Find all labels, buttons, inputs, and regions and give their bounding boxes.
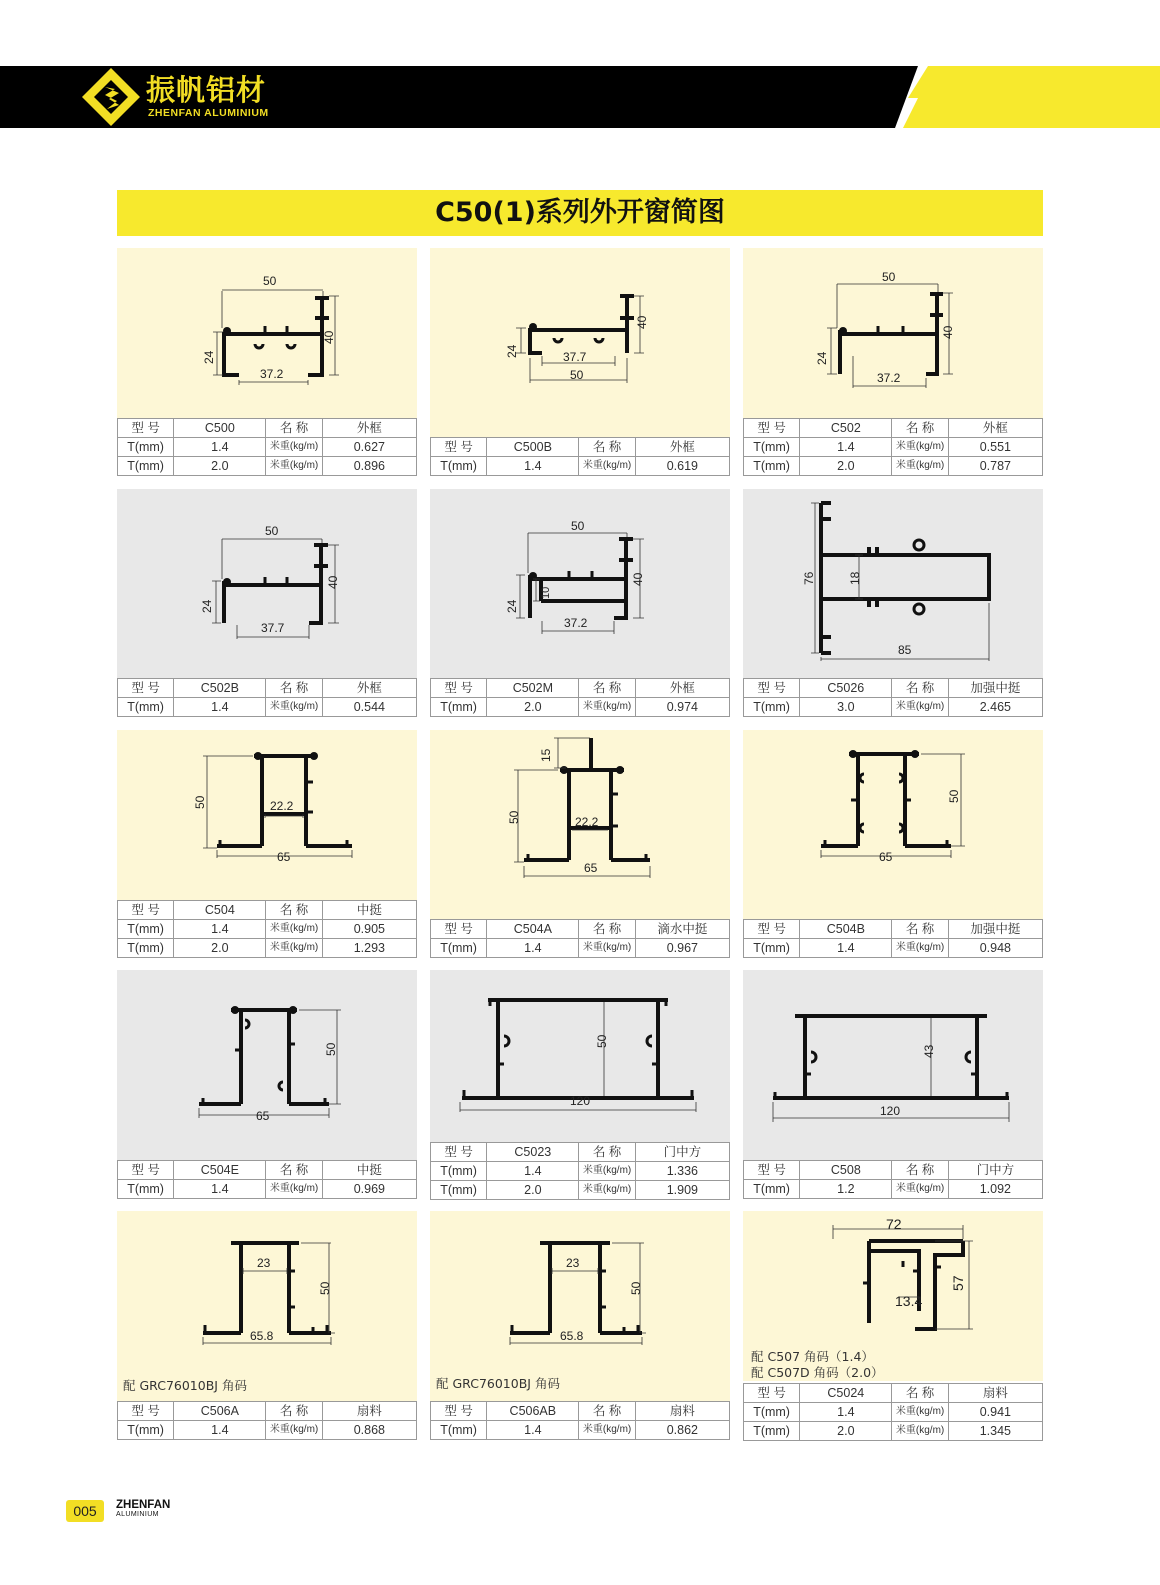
spec-cell: 型 号 — [118, 679, 174, 698]
spec-cell: C502 — [800, 419, 892, 438]
spec-cell: 1.4 — [487, 457, 579, 476]
spec-cell: 名 称 — [892, 419, 948, 438]
spec-row — [431, 1421, 730, 1440]
dim-label: 85 — [898, 643, 912, 657]
spec-cell: 米重(kg/m) — [579, 1181, 635, 1200]
spec-cell: 1.4 — [487, 1421, 579, 1440]
dim-label: 65 — [256, 1109, 270, 1123]
spec-cell: 型 号 — [118, 1161, 174, 1180]
spec-cell: 名 称 — [892, 1384, 948, 1403]
dim-label: 23 — [257, 1256, 271, 1270]
spec-cell: 1.4 — [174, 920, 266, 939]
spec-cell: 米重(kg/m) — [892, 1403, 948, 1422]
dim-label: 37.7 — [563, 350, 587, 364]
spec-cell: 2.0 — [174, 457, 266, 476]
dim-label: 50 — [265, 524, 279, 538]
spec-row — [118, 1161, 417, 1180]
spec-cell: 型 号 — [744, 920, 800, 939]
spec-cell: T(mm) — [431, 1162, 487, 1181]
dim-label: 50 — [318, 1281, 332, 1295]
spec-cell: 名 称 — [266, 1161, 322, 1180]
spec-cell: T(mm) — [431, 457, 487, 476]
dim-label: 24 — [505, 599, 519, 613]
spec-cell: 0.627 — [322, 438, 416, 457]
spec-cell: C508 — [800, 1161, 892, 1180]
profile-card-c502m — [430, 489, 730, 720]
dim-label: 50 — [947, 789, 961, 803]
spec-cell: 1.4 — [800, 939, 892, 958]
spec-cell: T(mm) — [431, 939, 487, 958]
spec-table — [430, 678, 730, 717]
profile-card-c5024 — [743, 1211, 1043, 1443]
dim-label: 40 — [326, 575, 340, 589]
spec-cell: 型 号 — [118, 1402, 174, 1421]
spec-cell: 2.0 — [800, 1422, 892, 1441]
spec-row — [431, 698, 730, 717]
spec-cell: 2.0 — [800, 457, 892, 476]
spec-cell: 0.896 — [322, 457, 416, 476]
spec-cell: 1.336 — [635, 1162, 729, 1181]
spec-cell: 米重(kg/m) — [266, 438, 322, 457]
spec-cell: C504A — [487, 920, 579, 939]
spec-cell: 米重(kg/m) — [266, 1180, 322, 1199]
page-title: C50(1)系列外开窗简图 — [435, 197, 725, 228]
spec-table — [117, 678, 417, 717]
spec-cell: 1.4 — [800, 1403, 892, 1422]
spec-cell: C502M — [487, 679, 579, 698]
dim-label: 50 — [193, 795, 207, 809]
spec-cell: 米重(kg/m) — [579, 698, 635, 717]
spec-table — [430, 919, 730, 958]
spec-cell: 2.0 — [487, 698, 579, 717]
spec-cell: T(mm) — [431, 1421, 487, 1440]
spec-table — [117, 1160, 417, 1199]
dim-label: 18 — [848, 571, 862, 585]
spec-row — [744, 1422, 1043, 1441]
spec-cell: 0.948 — [948, 939, 1042, 958]
spec-cell: 米重(kg/m) — [892, 939, 948, 958]
dim-label: 65 — [277, 850, 291, 864]
spec-cell: 2.465 — [948, 698, 1042, 717]
spec-row — [431, 1181, 730, 1200]
dim-label: 22.2 — [270, 799, 294, 813]
spec-cell: 米重(kg/m) — [266, 920, 322, 939]
spec-cell: 1.4 — [487, 939, 579, 958]
spec-cell: T(mm) — [118, 457, 174, 476]
profile-card-c5026 — [743, 489, 1043, 720]
spec-cell: 米重(kg/m) — [892, 438, 948, 457]
spec-row — [431, 457, 730, 476]
page-number: 005 — [66, 1500, 104, 1522]
spec-row — [744, 1180, 1043, 1199]
dim-label: 40 — [631, 572, 645, 586]
profile-card-c504 — [117, 730, 417, 962]
profile-card-c500b — [430, 248, 730, 480]
spec-row — [431, 939, 730, 958]
spec-cell: 1.4 — [174, 698, 266, 717]
profile-drawing — [743, 970, 1043, 1160]
profile-drawing — [743, 248, 1043, 418]
profile-drawing — [743, 489, 1043, 678]
dim-label: 13.4 — [895, 1293, 923, 1309]
spec-table — [117, 418, 417, 476]
spec-cell: 名 称 — [579, 438, 635, 457]
spec-cell: 米重(kg/m) — [266, 1421, 322, 1440]
profile-card-c504a — [430, 730, 730, 962]
spec-cell: 外框 — [948, 419, 1042, 438]
spec-cell: 0.862 — [635, 1421, 729, 1440]
profile-card-c504e — [117, 970, 417, 1202]
spec-row — [118, 901, 417, 920]
spec-cell: 扇料 — [948, 1384, 1042, 1403]
spec-cell: 门中方 — [635, 1143, 729, 1162]
spec-row — [118, 1421, 417, 1440]
spec-cell: 加强中挺 — [948, 920, 1042, 939]
profile-drawing — [430, 248, 730, 437]
spec-row — [744, 1161, 1043, 1180]
spec-cell: C504E — [174, 1161, 266, 1180]
spec-table — [430, 1401, 730, 1440]
dim-label: 15 — [539, 748, 553, 762]
spec-row — [118, 920, 417, 939]
dim-label: 65 — [879, 850, 893, 864]
spec-row — [431, 920, 730, 939]
dim-label: 37.2 — [564, 616, 588, 630]
dim-label: 50 — [324, 1042, 338, 1056]
dim-label: 37.2 — [260, 367, 284, 381]
spec-cell: 米重(kg/m) — [892, 1422, 948, 1441]
spec-row — [744, 419, 1043, 438]
dim-label: 24 — [815, 351, 829, 365]
spec-cell: T(mm) — [744, 1180, 800, 1199]
dim-label: 40 — [635, 315, 649, 329]
spec-table — [743, 678, 1043, 717]
spec-cell: C5024 — [800, 1384, 892, 1403]
spec-cell: T(mm) — [744, 457, 800, 476]
dim-label: 40 — [941, 325, 955, 339]
spec-row — [431, 438, 730, 457]
dim-label: 43 — [922, 1044, 936, 1058]
spec-row — [431, 1162, 730, 1181]
spec-cell: 名 称 — [266, 901, 322, 920]
spec-cell: 1.4 — [174, 1421, 266, 1440]
spec-cell: 米重(kg/m) — [892, 457, 948, 476]
spec-cell: 型 号 — [431, 920, 487, 939]
spec-row — [744, 939, 1043, 958]
spec-cell: 名 称 — [266, 1402, 322, 1421]
spec-cell: T(mm) — [118, 1421, 174, 1440]
profile-card-c502b — [117, 489, 417, 720]
spec-cell: 加强中挺 — [948, 679, 1042, 698]
spec-cell: 1.4 — [174, 438, 266, 457]
profile-drawing — [430, 970, 730, 1142]
spec-cell: 名 称 — [892, 920, 948, 939]
spec-row — [118, 438, 417, 457]
spec-table — [743, 919, 1043, 958]
spec-cell: T(mm) — [744, 939, 800, 958]
spec-cell: 1.2 — [800, 1180, 892, 1199]
spec-row — [744, 1403, 1043, 1422]
spec-cell: T(mm) — [118, 698, 174, 717]
spec-cell: T(mm) — [431, 698, 487, 717]
spec-cell: 中挺 — [322, 1161, 416, 1180]
spec-cell: 1.092 — [948, 1180, 1042, 1199]
spec-cell: 型 号 — [744, 679, 800, 698]
spec-cell: 名 称 — [266, 679, 322, 698]
footer-brand: ZHENFAN — [116, 1499, 171, 1511]
profile-drawing — [117, 1211, 417, 1401]
spec-cell: 名 称 — [266, 419, 322, 438]
profile-card-c504b — [743, 730, 1043, 962]
profile-card-c506ab — [430, 1211, 730, 1443]
spec-cell: 型 号 — [744, 419, 800, 438]
spec-table — [430, 1142, 730, 1200]
spec-table — [743, 1383, 1043, 1441]
profile-drawing — [117, 970, 417, 1160]
profile-drawing — [430, 730, 730, 919]
spec-cell: 1.4 — [800, 438, 892, 457]
spec-cell: 名 称 — [579, 679, 635, 698]
spec-cell: 扇料 — [322, 1402, 416, 1421]
spec-cell: 0.787 — [948, 457, 1042, 476]
accessory-note: 配 GRC76010BJ 角码 — [123, 1378, 247, 1393]
profile-card-c5023 — [430, 970, 730, 1202]
spec-cell: 中挺 — [322, 901, 416, 920]
spec-cell: 米重(kg/m) — [579, 1162, 635, 1181]
spec-cell: 名 称 — [579, 1402, 635, 1421]
dim-label: 50 — [571, 519, 585, 533]
spec-cell: 0.967 — [635, 939, 729, 958]
spec-cell: 名 称 — [892, 1161, 948, 1180]
dim-label: 65.8 — [250, 1329, 274, 1343]
spec-cell: 型 号 — [431, 438, 487, 457]
spec-row — [118, 1402, 417, 1421]
spec-cell: 1.909 — [635, 1181, 729, 1200]
spec-row — [744, 920, 1043, 939]
spec-cell: 0.941 — [948, 1403, 1042, 1422]
profile-drawing — [743, 1211, 1043, 1381]
spec-cell: C506AB — [487, 1402, 579, 1421]
spec-cell: 0.619 — [635, 457, 729, 476]
spec-row — [431, 679, 730, 698]
spec-cell: T(mm) — [744, 1403, 800, 1422]
spec-cell: 1.4 — [174, 1180, 266, 1199]
spec-cell: C5026 — [800, 679, 892, 698]
profile-drawing — [430, 489, 730, 678]
dim-label: 24 — [200, 599, 214, 613]
dim-label: 72 — [886, 1216, 902, 1232]
spec-cell: 3.0 — [800, 698, 892, 717]
spec-cell: 名 称 — [579, 1143, 635, 1162]
dim-label: 40 — [322, 330, 336, 344]
spec-cell: T(mm) — [744, 438, 800, 457]
profile-drawing — [743, 730, 1043, 919]
spec-cell: 0.551 — [948, 438, 1042, 457]
spec-cell: 0.974 — [635, 698, 729, 717]
spec-table — [430, 437, 730, 476]
spec-cell: 外框 — [635, 679, 729, 698]
dim-label: 24 — [202, 350, 216, 364]
spec-cell: 0.969 — [322, 1180, 416, 1199]
dim-label: 65.8 — [560, 1329, 584, 1343]
spec-cell: 型 号 — [431, 1402, 487, 1421]
spec-cell: C504 — [174, 901, 266, 920]
spec-row — [744, 438, 1043, 457]
spec-row — [118, 698, 417, 717]
spec-cell: 扇料 — [635, 1402, 729, 1421]
spec-cell: 型 号 — [744, 1384, 800, 1403]
spec-table — [117, 900, 417, 958]
spec-cell: C500B — [487, 438, 579, 457]
spec-row — [118, 939, 417, 958]
spec-cell: 1.4 — [487, 1162, 579, 1181]
spec-row — [744, 698, 1043, 717]
spec-cell: 2.0 — [487, 1181, 579, 1200]
spec-cell: 2.0 — [174, 939, 266, 958]
dim-label: 57 — [950, 1275, 966, 1291]
dim-label: 10 — [540, 586, 552, 599]
spec-cell: 0.544 — [322, 698, 416, 717]
spec-row — [118, 419, 417, 438]
spec-row — [744, 457, 1043, 476]
spec-cell: T(mm) — [744, 698, 800, 717]
profile-card-c502 — [743, 248, 1043, 480]
spec-cell: 名 称 — [892, 679, 948, 698]
spec-cell: 米重(kg/m) — [579, 457, 635, 476]
profile-card-c506a — [117, 1211, 417, 1443]
spec-cell: 型 号 — [431, 1143, 487, 1162]
brand-name-cn: 振帆铝材 — [146, 73, 267, 107]
spec-cell: 外框 — [635, 438, 729, 457]
spec-row — [118, 1180, 417, 1199]
dim-label: 50 — [570, 368, 584, 382]
footer-brand-sub: ALUMINIUM — [116, 1511, 159, 1518]
spec-row — [431, 1402, 730, 1421]
spec-cell: 米重(kg/m) — [266, 698, 322, 717]
dim-label: 120 — [880, 1104, 901, 1118]
dim-label: 50 — [507, 810, 521, 824]
accessory-note: 配 GRC76010BJ 角码 — [436, 1376, 560, 1391]
dim-label: 37.2 — [877, 371, 901, 385]
spec-cell: 外框 — [322, 419, 416, 438]
profile-drawing — [117, 730, 417, 900]
spec-cell: 名 称 — [579, 920, 635, 939]
spec-cell: 米重(kg/m) — [579, 1421, 635, 1440]
dim-label: 120 — [570, 1094, 591, 1108]
spec-table — [743, 1160, 1043, 1199]
dim-label: 23 — [566, 1256, 580, 1270]
spec-cell: T(mm) — [431, 1181, 487, 1200]
dim-label: 24 — [505, 344, 519, 358]
spec-cell: 米重(kg/m) — [579, 939, 635, 958]
dim-label: 50 — [629, 1281, 643, 1295]
dim-label: 65 — [584, 861, 598, 875]
title-band — [117, 190, 1043, 236]
spec-cell: 米重(kg/m) — [892, 698, 948, 717]
spec-cell: 型 号 — [118, 901, 174, 920]
spec-cell: T(mm) — [118, 939, 174, 958]
profile-drawing — [430, 1211, 730, 1401]
dim-label: 50 — [263, 274, 277, 288]
spec-cell: 门中方 — [948, 1161, 1042, 1180]
spec-cell: C500 — [174, 419, 266, 438]
spec-cell: 外框 — [322, 679, 416, 698]
dim-label: 22.2 — [575, 815, 599, 829]
profile-drawing — [117, 248, 417, 418]
spec-cell: 1.345 — [948, 1422, 1042, 1441]
spec-cell: C506A — [174, 1402, 266, 1421]
spec-cell: T(mm) — [118, 438, 174, 457]
spec-cell: C504B — [800, 920, 892, 939]
spec-cell: 米重(kg/m) — [266, 457, 322, 476]
brand-name-en: ZHENFAN ALUMINIUM — [148, 107, 269, 119]
spec-row — [431, 1143, 730, 1162]
spec-cell: C502B — [174, 679, 266, 698]
profile-card-c508 — [743, 970, 1043, 1202]
accessory-note: 配 C507 角码（1.4） — [751, 1349, 874, 1364]
spec-cell: 米重(kg/m) — [892, 1180, 948, 1199]
spec-row — [118, 679, 417, 698]
profile-card-c500 — [117, 248, 417, 480]
spec-row — [744, 1384, 1043, 1403]
spec-cell: 型 号 — [118, 419, 174, 438]
spec-cell: 型 号 — [744, 1161, 800, 1180]
spec-cell: T(mm) — [118, 920, 174, 939]
accessory-note: 配 C507D 角码（2.0） — [751, 1365, 884, 1380]
spec-row — [744, 679, 1043, 698]
spec-row — [118, 457, 417, 476]
dim-label: 50 — [595, 1034, 609, 1048]
spec-cell: 滴水中挺 — [635, 920, 729, 939]
spec-table — [117, 1401, 417, 1440]
spec-cell: C5023 — [487, 1143, 579, 1162]
spec-cell: T(mm) — [118, 1180, 174, 1199]
spec-cell: 0.868 — [322, 1421, 416, 1440]
dim-label: 76 — [802, 571, 816, 585]
dim-label: 50 — [882, 270, 896, 284]
spec-cell: T(mm) — [744, 1422, 800, 1441]
spec-cell: 米重(kg/m) — [266, 939, 322, 958]
spec-cell: 0.905 — [322, 920, 416, 939]
dim-label: 37.7 — [261, 621, 285, 635]
spec-cell: 型 号 — [431, 679, 487, 698]
spec-table — [743, 418, 1043, 476]
spec-cell: 1.293 — [322, 939, 416, 958]
profile-drawing — [117, 489, 417, 678]
